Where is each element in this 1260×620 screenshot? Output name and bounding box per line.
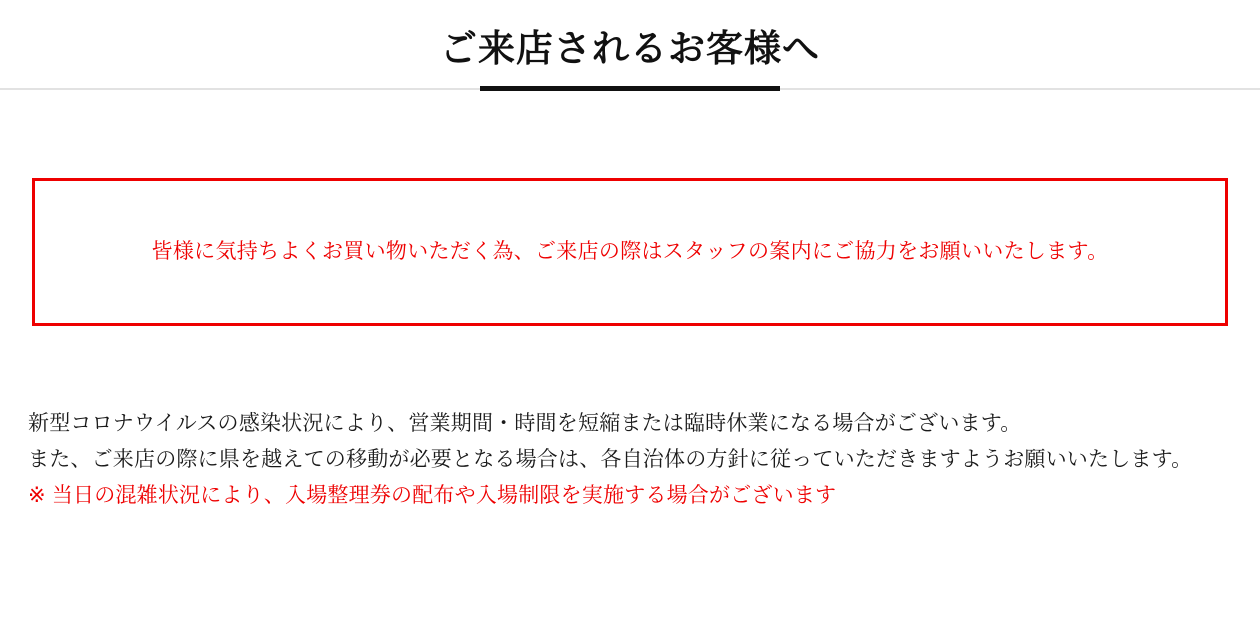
page-title: ご来店されるお客様へ xyxy=(440,28,820,69)
body-line-2: また、ご来店の際に県を越えての移動が必要となる場合は、各自治体の方針に従っていただきますようお願いいたします。 xyxy=(28,448,1193,472)
body-line-1: 新型コロナウイルスの感染状況により、営業期間・時間を短縮または臨時休業になる場合がございます。 xyxy=(28,412,1022,435)
page-header xyxy=(0,0,1260,82)
title-underline-accent xyxy=(480,86,780,91)
notice-box xyxy=(32,178,1228,326)
body-copy xyxy=(28,406,1232,514)
body-line-3-alert: ※ 当日の混雑状況により、入場整理券の配布や入場制限を実施する場合がございます xyxy=(28,484,837,508)
notice-text: 皆様に気持ちよくお買い物いただく為、ご来店の際はスタッフの案内にご協力をお願いいたします。 xyxy=(151,240,1109,264)
